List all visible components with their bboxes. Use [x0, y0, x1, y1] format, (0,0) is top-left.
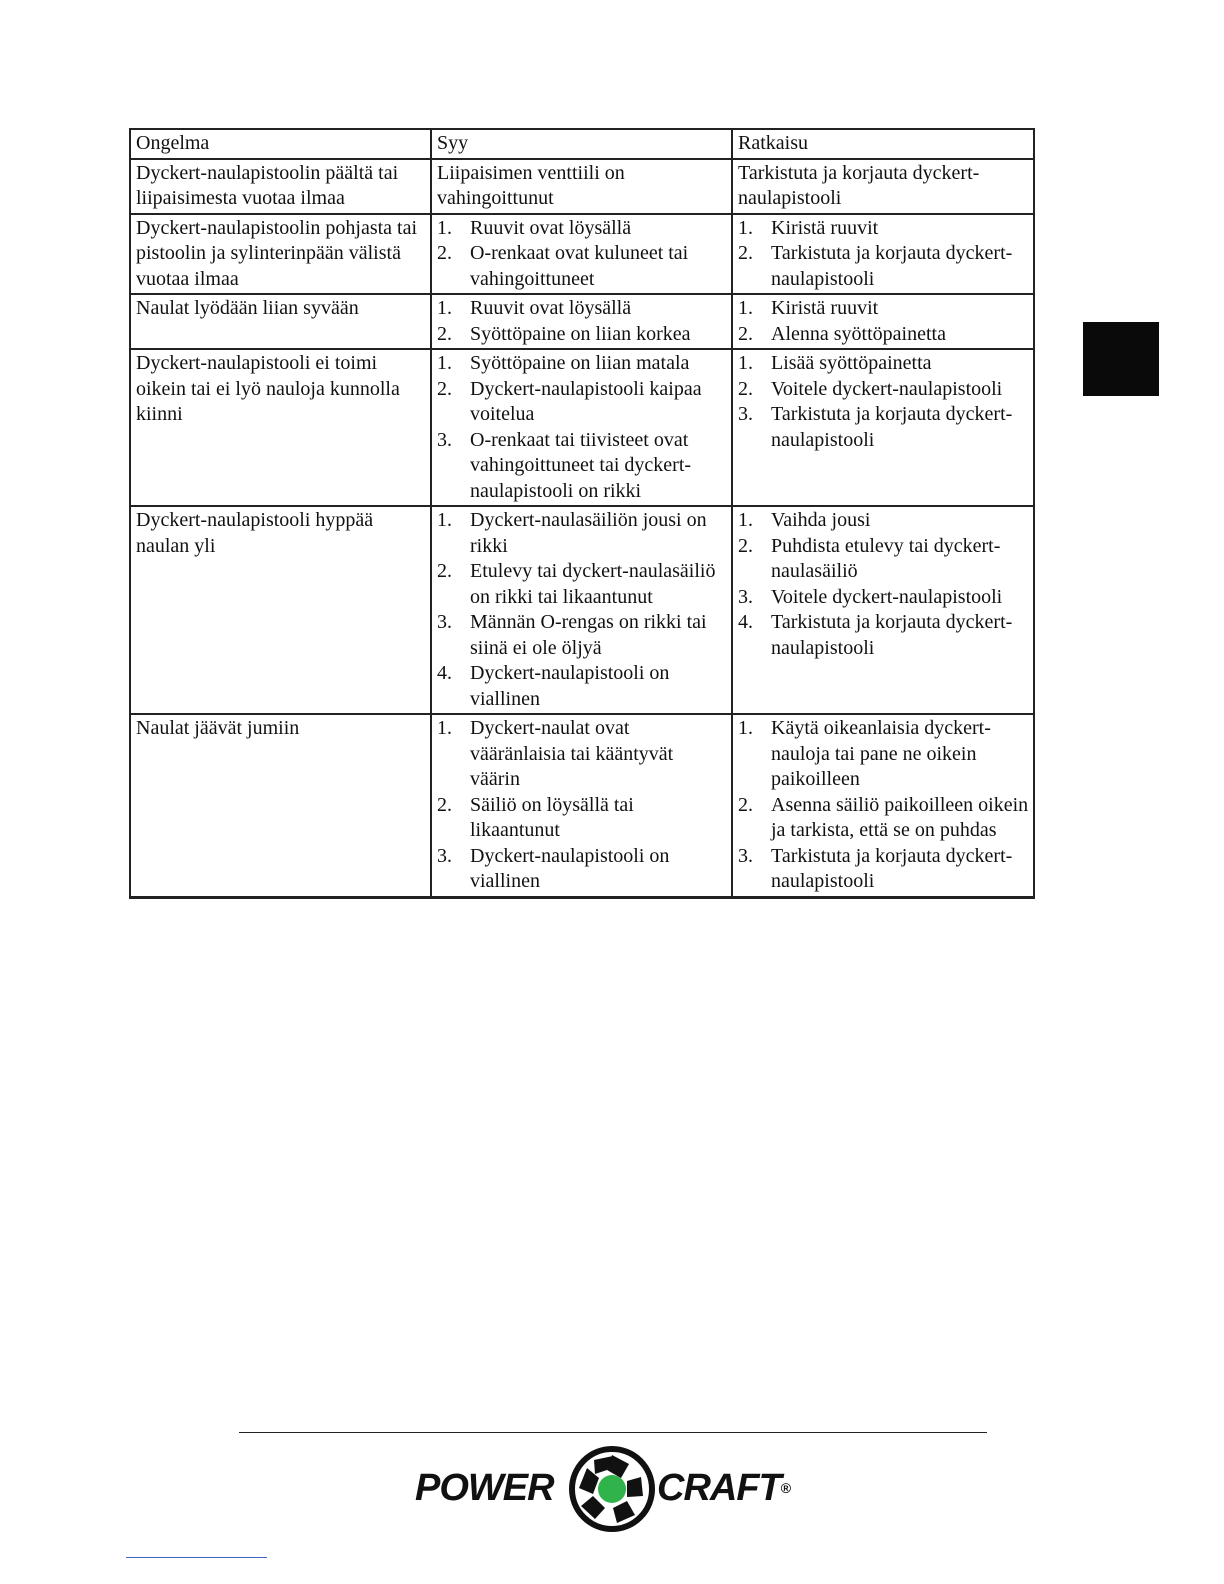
table-row — [130, 159, 1034, 214]
solution-cell — [732, 294, 1034, 349]
footer-divider — [239, 1432, 987, 1433]
table-row — [130, 294, 1034, 349]
list-item: 1. Ruuvit ovat löysällä — [437, 297, 632, 319]
list-item: 2. Puhdista etulevy tai dyckert-naulasäiliö — [738, 534, 1001, 582]
problem-cell: Dyckert-naulapistooli hyppää naulan yli — [130, 506, 431, 714]
list-item: 4. Tarkistuta ja korjauta dyckert-naulapistooli — [738, 611, 1013, 659]
list-item: 1. Dyckert-naulasäiliön jousi on rikki — [437, 509, 707, 557]
list-item: 2. Asenna säiliö paikoilleen oikein ja tarkista, että se on puhdas — [738, 793, 1029, 841]
list-item: 4. Dyckert-naulapistooli on viallinen — [437, 662, 670, 710]
table-row — [130, 714, 1034, 897]
table-row — [130, 214, 1034, 295]
list-item: 1. Dyckert-naulat ovat vääränlaisia tai kääntyvät väärin — [437, 717, 674, 790]
list-item: 2. Alenna syöttöpainetta — [738, 322, 946, 345]
cause-cell — [431, 214, 732, 295]
list-item: 3. Tarkistuta ja korjauta dyckert-naulapistooli — [738, 844, 1013, 892]
logo-word-power: POWER — [415, 1467, 554, 1509]
troubleshooting-table — [129, 128, 1035, 899]
problem-cell: Dyckert-naulapistoolin pohjasta tai pistoolin ja sylinterinpään välistä vuotaa ilmaa — [130, 214, 431, 295]
list-item: 1. Käytä oikeanlaisia dyckert-nauloja tai pane ne oikein paikoilleen — [738, 717, 991, 790]
cause-cell: Liipaisimen venttiili on vahingoittunut — [431, 159, 732, 214]
list-item: 2. Etulevy tai dyckert-naulasäiliö on rikki tai likaantunut — [437, 560, 716, 608]
solution-cell — [732, 349, 1034, 506]
cause-cell — [431, 349, 732, 506]
header-cause: Syy — [431, 129, 732, 159]
table-header-row — [130, 129, 1034, 159]
list-item: 1. Kiristä ruuvit — [738, 297, 879, 319]
logo-word-craft: CRAFT® — [657, 1467, 791, 1509]
cause-cell — [431, 506, 732, 714]
list-item: 3. Voitele dyckert-naulapistooli — [738, 585, 1003, 608]
problem-cell: Naulat lyödään liian syvään — [130, 294, 431, 349]
list-item: 3. Dyckert-naulapistooli on viallinen — [437, 844, 670, 892]
list-item: 1. Kiristä ruuvit — [738, 216, 879, 239]
header-solution: Ratkaisu — [732, 129, 1034, 159]
powercraft-logo — [413, 1446, 803, 1532]
footer-link-underline — [126, 1557, 267, 1558]
header-problem: Ongelma — [130, 129, 431, 159]
cause-cell — [431, 294, 732, 349]
list-item: 2. Tarkistuta ja korjauta dyckert-naulapistooli — [738, 242, 1013, 290]
list-item: 2. Dyckert-naulapistooli kaipaa voitelua — [437, 377, 702, 425]
aperture-icon — [569, 1446, 655, 1532]
list-item: 2. Syöttöpaine on liian korkea — [437, 322, 691, 345]
list-item: 2. O-renkaat ovat kuluneet tai vahingoittuneet — [437, 242, 689, 290]
solution-cell — [732, 714, 1034, 897]
problem-cell: Naulat jäävät jumiin — [130, 714, 431, 897]
list-item: 1. Ruuvit ovat löysällä — [437, 216, 632, 239]
list-item: 3. Männän O-rengas on rikki tai siinä ei ole öljyä — [437, 611, 707, 659]
list-item: 1. Vaihda jousi — [738, 509, 871, 531]
problem-cell: Dyckert-naulapistooli ei toimi oikein tai ei lyö nauloja kunnolla kiinni — [130, 349, 431, 506]
list-item: 3. O-renkaat tai tiivisteet ovat vahingoittuneet tai dyckert-naulapistooli on rikki — [437, 428, 692, 502]
list-item: 3. Tarkistuta ja korjauta dyckert-naulapistooli — [738, 403, 1013, 451]
solution-cell: Tarkistuta ja korjauta dyckert-naulapistooli — [732, 159, 1034, 214]
cause-cell — [431, 714, 732, 897]
problem-cell: Dyckert-naulapistoolin päältä tai liipaisimesta vuotaa ilmaa — [130, 159, 431, 214]
table-row — [130, 349, 1034, 506]
list-item: 2. Säiliö on löysällä tai likaantunut — [437, 793, 634, 841]
list-item: 1. Syöttöpaine on liian matala — [437, 352, 690, 374]
table-row — [130, 506, 1034, 714]
list-item: 2. Voitele dyckert-naulapistooli — [738, 377, 1003, 400]
section-tab-marker — [1083, 322, 1159, 396]
solution-cell — [732, 214, 1034, 295]
list-item: 1. Lisää syöttöpainetta — [738, 352, 932, 374]
solution-cell — [732, 506, 1034, 714]
